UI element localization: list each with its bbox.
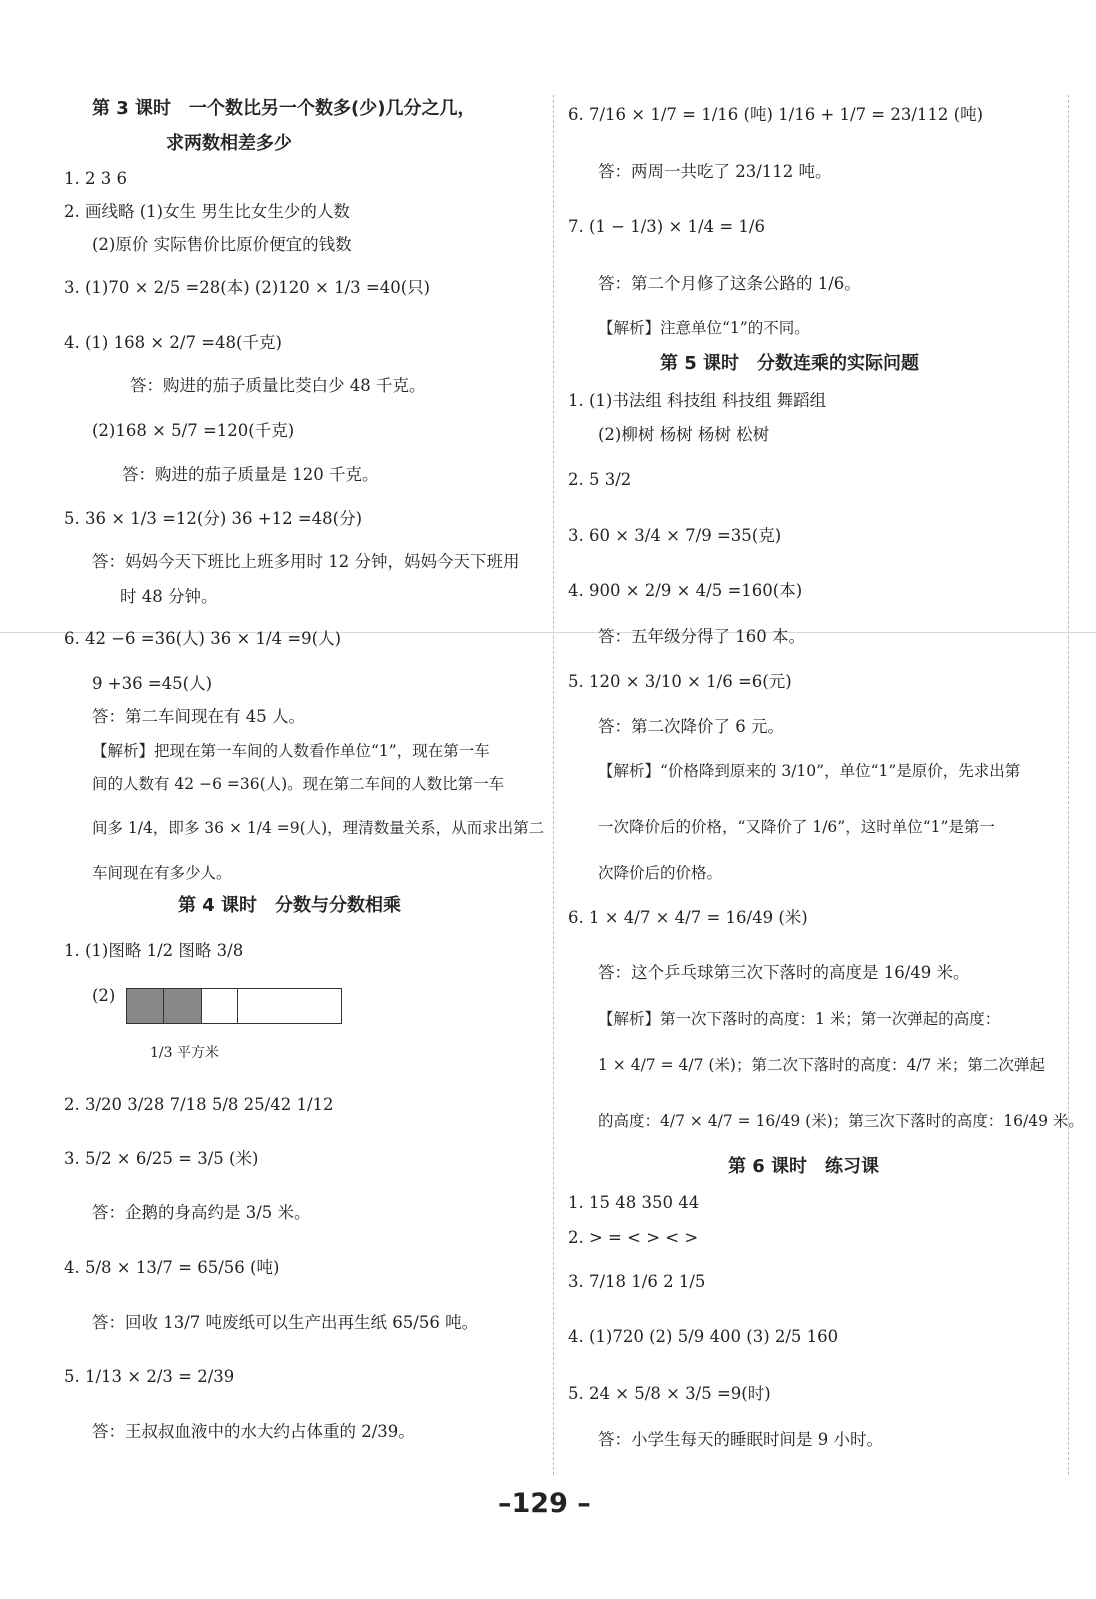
l3-analysis-2: 间的人数有 42 −6 =36(人)。现在第二车间的人数比第一车 [92,775,505,793]
l4-answer-4b: 答：回收 13/7 吨废纸可以生产出再生纸 65/56 吨。 [92,1313,479,1332]
l5-analysis-2: 一次降价后的价格，“又降价了 1/6”，这时单位“1”是第一 [598,818,995,836]
l5-answer-6a: 6. 1 × 4/7 × 4/7 = 16/49 (米) [568,908,808,927]
l5-answer-5a: 5. 120 × 3/10 × 1/6 =6(元) [568,672,792,691]
l4-answer-2: 2. 3/20 3/28 7/18 5/8 25/42 1/12 [64,1095,334,1114]
l3-answer-5b: 答：妈妈今天下班比上班多用时 12 分钟，妈妈今天下班用 [92,552,520,571]
l6-answer-3: 3. 7/18 1/6 2 1/5 [568,1272,706,1291]
lesson5-title: 第 5 课时 分数连乘的实际问题 [660,353,920,374]
l3-answer-5a: 5. 36 × 1/3 =12(分) 36 +12 =48(分) [64,509,363,528]
l4-answer-1a: 1. (1)图略 1/2 图略 3/8 [64,941,244,960]
l3-answer-6b: 9 +36 =45(人) [92,674,213,693]
l4-answer-5b: 答：王叔叔血液中的水大约占体重的 2/39。 [92,1422,415,1441]
prev-analysis: 【解析】注意单位“1”的不同。 [598,319,810,337]
l3-answer-1: 1. 2 3 6 [64,169,127,188]
l6-answer-4: 4. (1)720 (2) 5/9 400 (3) 2/5 160 [568,1327,839,1346]
prev-answer-7a: 7. (1 − 1/3) × 1/4 = 1/6 [568,217,765,236]
l5-analysis-3: 次降价后的价格。 [598,864,723,882]
l3-answer-4b: 答：购进的茄子质量比茭白少 48 千克。 [130,376,426,395]
prev-answer-6a: 6. 7/16 × 1/7 = 1/16 (吨) 1/16 + 1/7 = 23/112 (吨) [568,105,984,124]
l3-answer-4d: 答：购进的茄子质量是 120 千克。 [122,465,379,484]
l5-answer-6b: 答：这个乒乓球第三次下落时的高度是 16/49 米。 [598,963,970,982]
l3-answer-2b: (2)原价 实际售价比原价便宜的钱数 [92,235,352,254]
area-diagram-bar [126,988,342,1024]
l3-analysis-1: 【解析】把现在第一车间的人数看作单位“1”，现在第一车 [92,742,490,760]
l3-analysis-4: 车间现在有多少人。 [92,864,232,882]
lesson3-title-line2: 求两数相差多少 [166,133,292,154]
l5-analysis-1: 【解析】“价格降到原来的 3/10”，单位“1”是原价，先求出第 [598,762,1021,780]
l5-analysis-5: 1 × 4/7 = 4/7 (米)；第二次下落时的高度：4/7 米；第二次弹起 [598,1056,1045,1074]
l5-analysis-4: 【解析】第一次下落时的高度：1 米；第一次弹起的高度： [598,1010,1001,1028]
l6-answer-1: 1. 15 48 350 44 [568,1193,700,1212]
l5-answer-2: 2. 5 3/2 [568,470,632,489]
area-diagram-label: 1/3 平方米 [150,1045,219,1061]
page-number: –129 – [498,1488,591,1519]
prev-answer-6b: 答：两周一共吃了 23/112 吨。 [598,162,832,181]
l4-answer-1b: (2) [92,986,116,1005]
l5-answer-4a: 4. 900 × 2/9 × 4/5 =160(本) [568,581,803,600]
l3-answer-4c: (2)168 × 5/7 =120(千克) [92,421,295,440]
l3-answer-5c: 时 48 分钟。 [120,587,218,606]
l4-answer-5a: 5. 1/13 × 2/3 = 2/39 [64,1367,235,1386]
lesson6-title: 第 6 课时 练习课 [728,1156,880,1177]
l6-answer-2: 2. > = < > < > [568,1228,699,1247]
prev-answer-7b: 答：第二个月修了这条公路的 1/6。 [598,274,861,293]
l5-answer-5b: 答：第二次降价了 6 元。 [598,717,784,736]
l4-answer-4a: 4. 5/8 × 13/7 = 65/56 (吨) [64,1258,280,1277]
l3-answer-6a: 6. 42 −6 =36(人) 36 × 1/4 =9(人) [64,629,342,648]
l3-answer-2a: 2. 画线略 (1)女生 男生比女生少的人数 [64,202,350,221]
l5-answer-3: 3. 60 × 3/4 × 7/9 =35(克) [568,526,782,545]
column-divider [553,95,554,1475]
l6-answer-5b: 答：小学生每天的睡眠时间是 9 小时。 [598,1430,883,1449]
l3-answer-6c: 答：第二车间现在有 45 人。 [92,707,305,726]
l5-answer-1a: 1. (1)书法组 科技组 科技组 舞蹈组 [568,391,827,410]
l5-analysis-6: 的高度：4/7 × 4/7 = 16/49 (米)；第三次下落时的高度：16/49 米。 [598,1112,1084,1130]
l5-answer-1b: (2)柳树 杨树 杨树 松树 [598,425,770,444]
lesson3-title-line1: 第 3 课时 一个数比另一个数多(少)几分之几， [92,98,476,119]
l3-answer-4a: 4. (1) 168 × 2/7 =48(千克) [64,333,282,352]
l3-analysis-3: 间多 1/4，即多 36 × 1/4 =9(人)，理清数量关系，从而求出第二 [92,819,545,837]
l4-answer-3a: 3. 5/2 × 6/25 = 3/5 (米) [64,1149,259,1168]
lesson4-title: 第 4 课时 分数与分数相乘 [178,895,402,916]
l6-answer-5a: 5. 24 × 5/8 × 3/5 =9(时) [568,1384,771,1403]
l5-answer-4b: 答：五年级分得了 160 本。 [598,627,805,646]
column-divider-right [1068,95,1069,1475]
l3-answer-3: 3. (1)70 × 2/5 =28(本) (2)120 × 1/3 =40(只) [64,278,431,297]
l4-answer-3b: 答：企鹅的身高约是 3/5 米。 [92,1203,311,1222]
